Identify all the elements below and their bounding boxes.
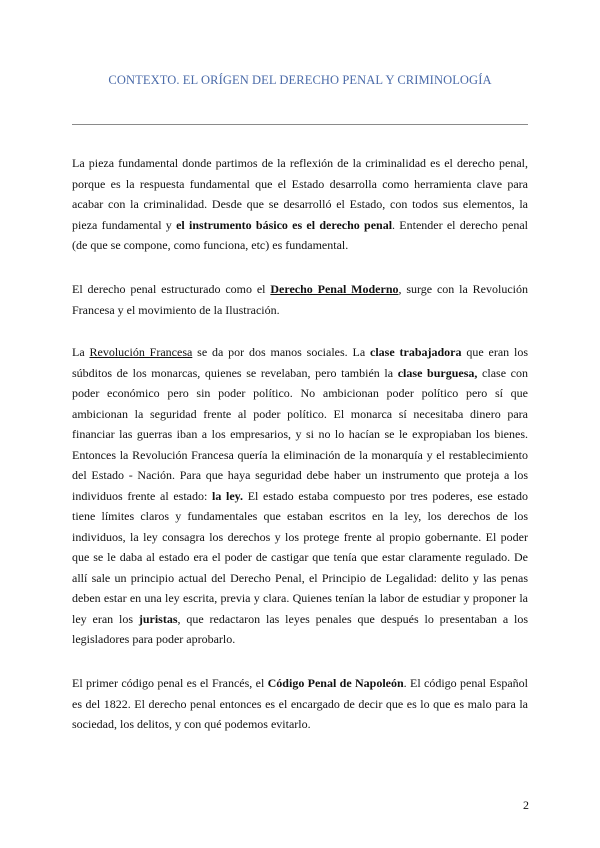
paragraph-text: . Entender el derecho penal (de que se compone, como funciona, etc) es fundamental.: [72, 217, 528, 252]
paragraph-2: [72, 279, 528, 320]
bold-emphasis: el instrumento básico es el derecho penal: [176, 217, 393, 232]
paragraph-text: se da por dos manos sociales. La: [192, 345, 370, 359]
paragraph-text: La pieza fundamental donde partimos de la reflexión de la criminalidad es el derecho penal, porque es la respuesta fundamental que el Estado desarrolla como herramienta clave para acabar con la criminalidad. Desde que se desarrolló el Estado, con todos sus elementos, la pieza fundamental y: [72, 156, 528, 232]
paragraph-text: , que redactaron las leyes penales que después lo presentaban a los legisladores para poder aprobarlo.: [72, 611, 528, 646]
paragraph-4: [72, 673, 528, 735]
page-number: 2: [523, 798, 529, 812]
document-title: CONTEXTO. EL ORÍGEN DEL DERECHO PENAL Y CRIMINOLOGÍA: [108, 73, 492, 87]
bold-emphasis: juristas: [138, 611, 178, 626]
paragraph-text: , surge con la Revolución Francesa y el movimiento de la Ilustración.: [72, 282, 528, 317]
paragraph-text: El estado estaba compuesto por tres poderes, ese estado tiene límites claros y fundamentales que estaban escritos en la ley, los derechos de los individuos, la ley consagra los derechos y los protege frente al propio gobernante. El poder que se le daba al estado era el poder de castigar que tenía que estar claramente regulado. De allí sale un principio actual del Derecho Penal, el Principio de Legalidad: delito y las penas deben estar en una ley escrita, previa y clara. Quienes tenían la labor de estudiar y proponer la ley eran los: [72, 488, 528, 626]
paragraph-1: [72, 153, 528, 256]
title-divider: [72, 124, 528, 125]
bold-emphasis: Código Penal de Napoleón: [267, 676, 404, 690]
bold-emphasis: la ley.: [212, 488, 244, 503]
underlined-term: Revolución Francesa: [89, 345, 193, 359]
paragraph-text: El derecho penal estructurado como el: [72, 282, 271, 296]
paragraph-text: clase con poder económico pero sin poder político. No ambicionan poder político pero sí que ambicionan la seguridad frente al poder político. El monarca sí necesitaba dinero para financiar las guerras iban a los empresarios, y si no lo hacían se le expropiaban los bienes. Entonces la Revolución Francesa quería la eliminación de la monarquía y el restablecimiento del Estado - Nación. Para que haya seguridad debe haber un instrumento que proteja a los individuos frente al estado:: [72, 365, 528, 503]
paragraph-text: que eran los súbditos de los monarcas, quienes se revelaban, pero también la: [72, 345, 528, 380]
bold-underlined-term: Derecho Penal Moderno: [270, 282, 399, 296]
paragraph-3: [72, 342, 528, 650]
bold-emphasis: clase trabajadora: [370, 345, 462, 359]
paragraph-text: La: [72, 345, 90, 359]
paragraph-text: El primer código penal es el Francés, el: [72, 676, 268, 690]
bold-emphasis: clase burguesa,: [397, 365, 478, 380]
paragraph-text: . El código penal Español es del 1822. El derecho penal entonces es el encargado de decir que es lo que es malo para la sociedad, los delitos, y con qué podemos evitarlo.: [72, 676, 528, 731]
